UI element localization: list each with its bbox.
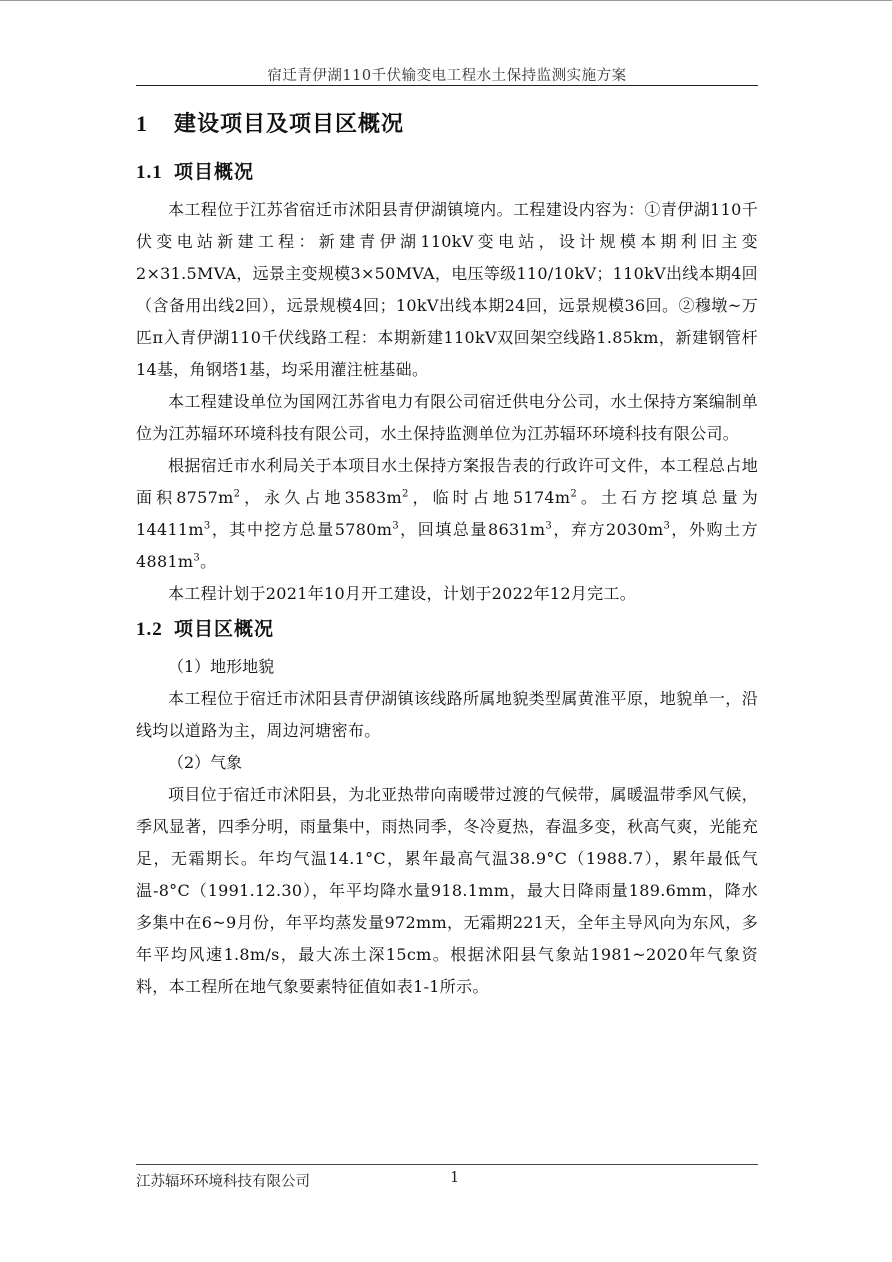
section-heading-1-2 — [136, 612, 758, 647]
paragraph-project-units: 本工程建设单位为国网江苏省电力有限公司宿迁供电分公司，水土保持方案编制单位为江苏辐环环境科技有限公司，水土保持监测单位为江苏辐环环境科技有限公司。 — [136, 392, 758, 443]
footer-company: 江苏辐环环境科技有限公司 — [136, 1174, 310, 1190]
section-title: 项目概况 — [174, 161, 255, 183]
section-number: 1.1 — [136, 162, 163, 183]
running-header: 宿迁青伊湖110千伏输变电工程水土保持监测实施方案 — [267, 68, 627, 84]
chapter-title: 建设项目及项目区概况 — [174, 112, 405, 137]
paragraph-climate: 项目位于宿迁市沭阳县，为北亚热带向南暖带过渡的气候带，属暖温带季风气候，季风显著，四季分明，雨量集中，雨热同季，冬冷夏热，春温多变，秋高气爽，光能充足，无霜期长。年均气温14.1°C，累年最高气温38.9°C（1988.7），累年最低气温-8°C（1991.12.30），年平均降水量918.1mm，最大日降雨量189.6mm，降水多集中在6~9月份，年平均蒸发量972mm，无霜期221天，全年主导风向为东风，多年平均风速1.8m/s，最大冻土深15cm。根据沭阳县气象站1981~2020年气象资料，本工程所在地气象要素特征值如表1-1所示。 — [136, 785, 758, 996]
page-content — [136, 104, 758, 1003]
page-number: 1 — [450, 1170, 460, 1186]
footer-rule — [136, 1164, 758, 1165]
chapter-heading — [136, 104, 758, 145]
page-top-border — [0, 0, 892, 1]
paragraph-schedule: 本工程计划于2021年10月开工建设，计划于2022年12月完工。 — [168, 584, 637, 603]
subheading-climate: （2）气象 — [168, 753, 243, 772]
header-rule — [136, 85, 758, 86]
paragraph-terrain: 本工程位于宿迁市沭阳县青伊湖镇该线路所属地貌类型属黄淮平原，地貌单一，沿线均以道路为主，周边河塘密布。 — [136, 689, 758, 740]
paragraph-land-and-earthwork: 根据宿迁市水利局关于本项目水土保持方案报告表的行政许可文件，本工程总占地面积$8757m^2$，永久占地$3583m^2$，临时占地$5174m^2$。土石方挖填总量为$14411m^3$，其中挖方总量$5780m^3$，回填总量$8631m^3$，弃方$2030m^3$，外购土方$4881m^3$。 — [136, 456, 758, 571]
subheading-terrain: （1）地形地貌 — [168, 657, 275, 676]
paragraph-project-scope: 本工程位于江苏省宿迁市沭阳县青伊湖镇境内。工程建设内容为：①青伊湖110千伏变电站新建工程：新建青伊湖110kV变电站，设计规模本期利旧主变2×31.5MVA，远景主变规模3×50MVA，电压等级110/10kV；110kV出线本期4回（含备用出线2回），远景规模4回；10kV出线本期24回，远景规模36回。②穆墩~万匹π入青伊湖110千伏线路工程：本期新建110kV双回架空线路1.85km，新建钢管杆14基，角钢塔1基，均采用灌注桩基础。 — [136, 200, 758, 379]
section-title: 项目区概况 — [174, 618, 275, 640]
chapter-number: 1 — [136, 111, 148, 136]
section-number: 1.2 — [136, 619, 163, 640]
section-heading-1-1 — [136, 155, 758, 190]
